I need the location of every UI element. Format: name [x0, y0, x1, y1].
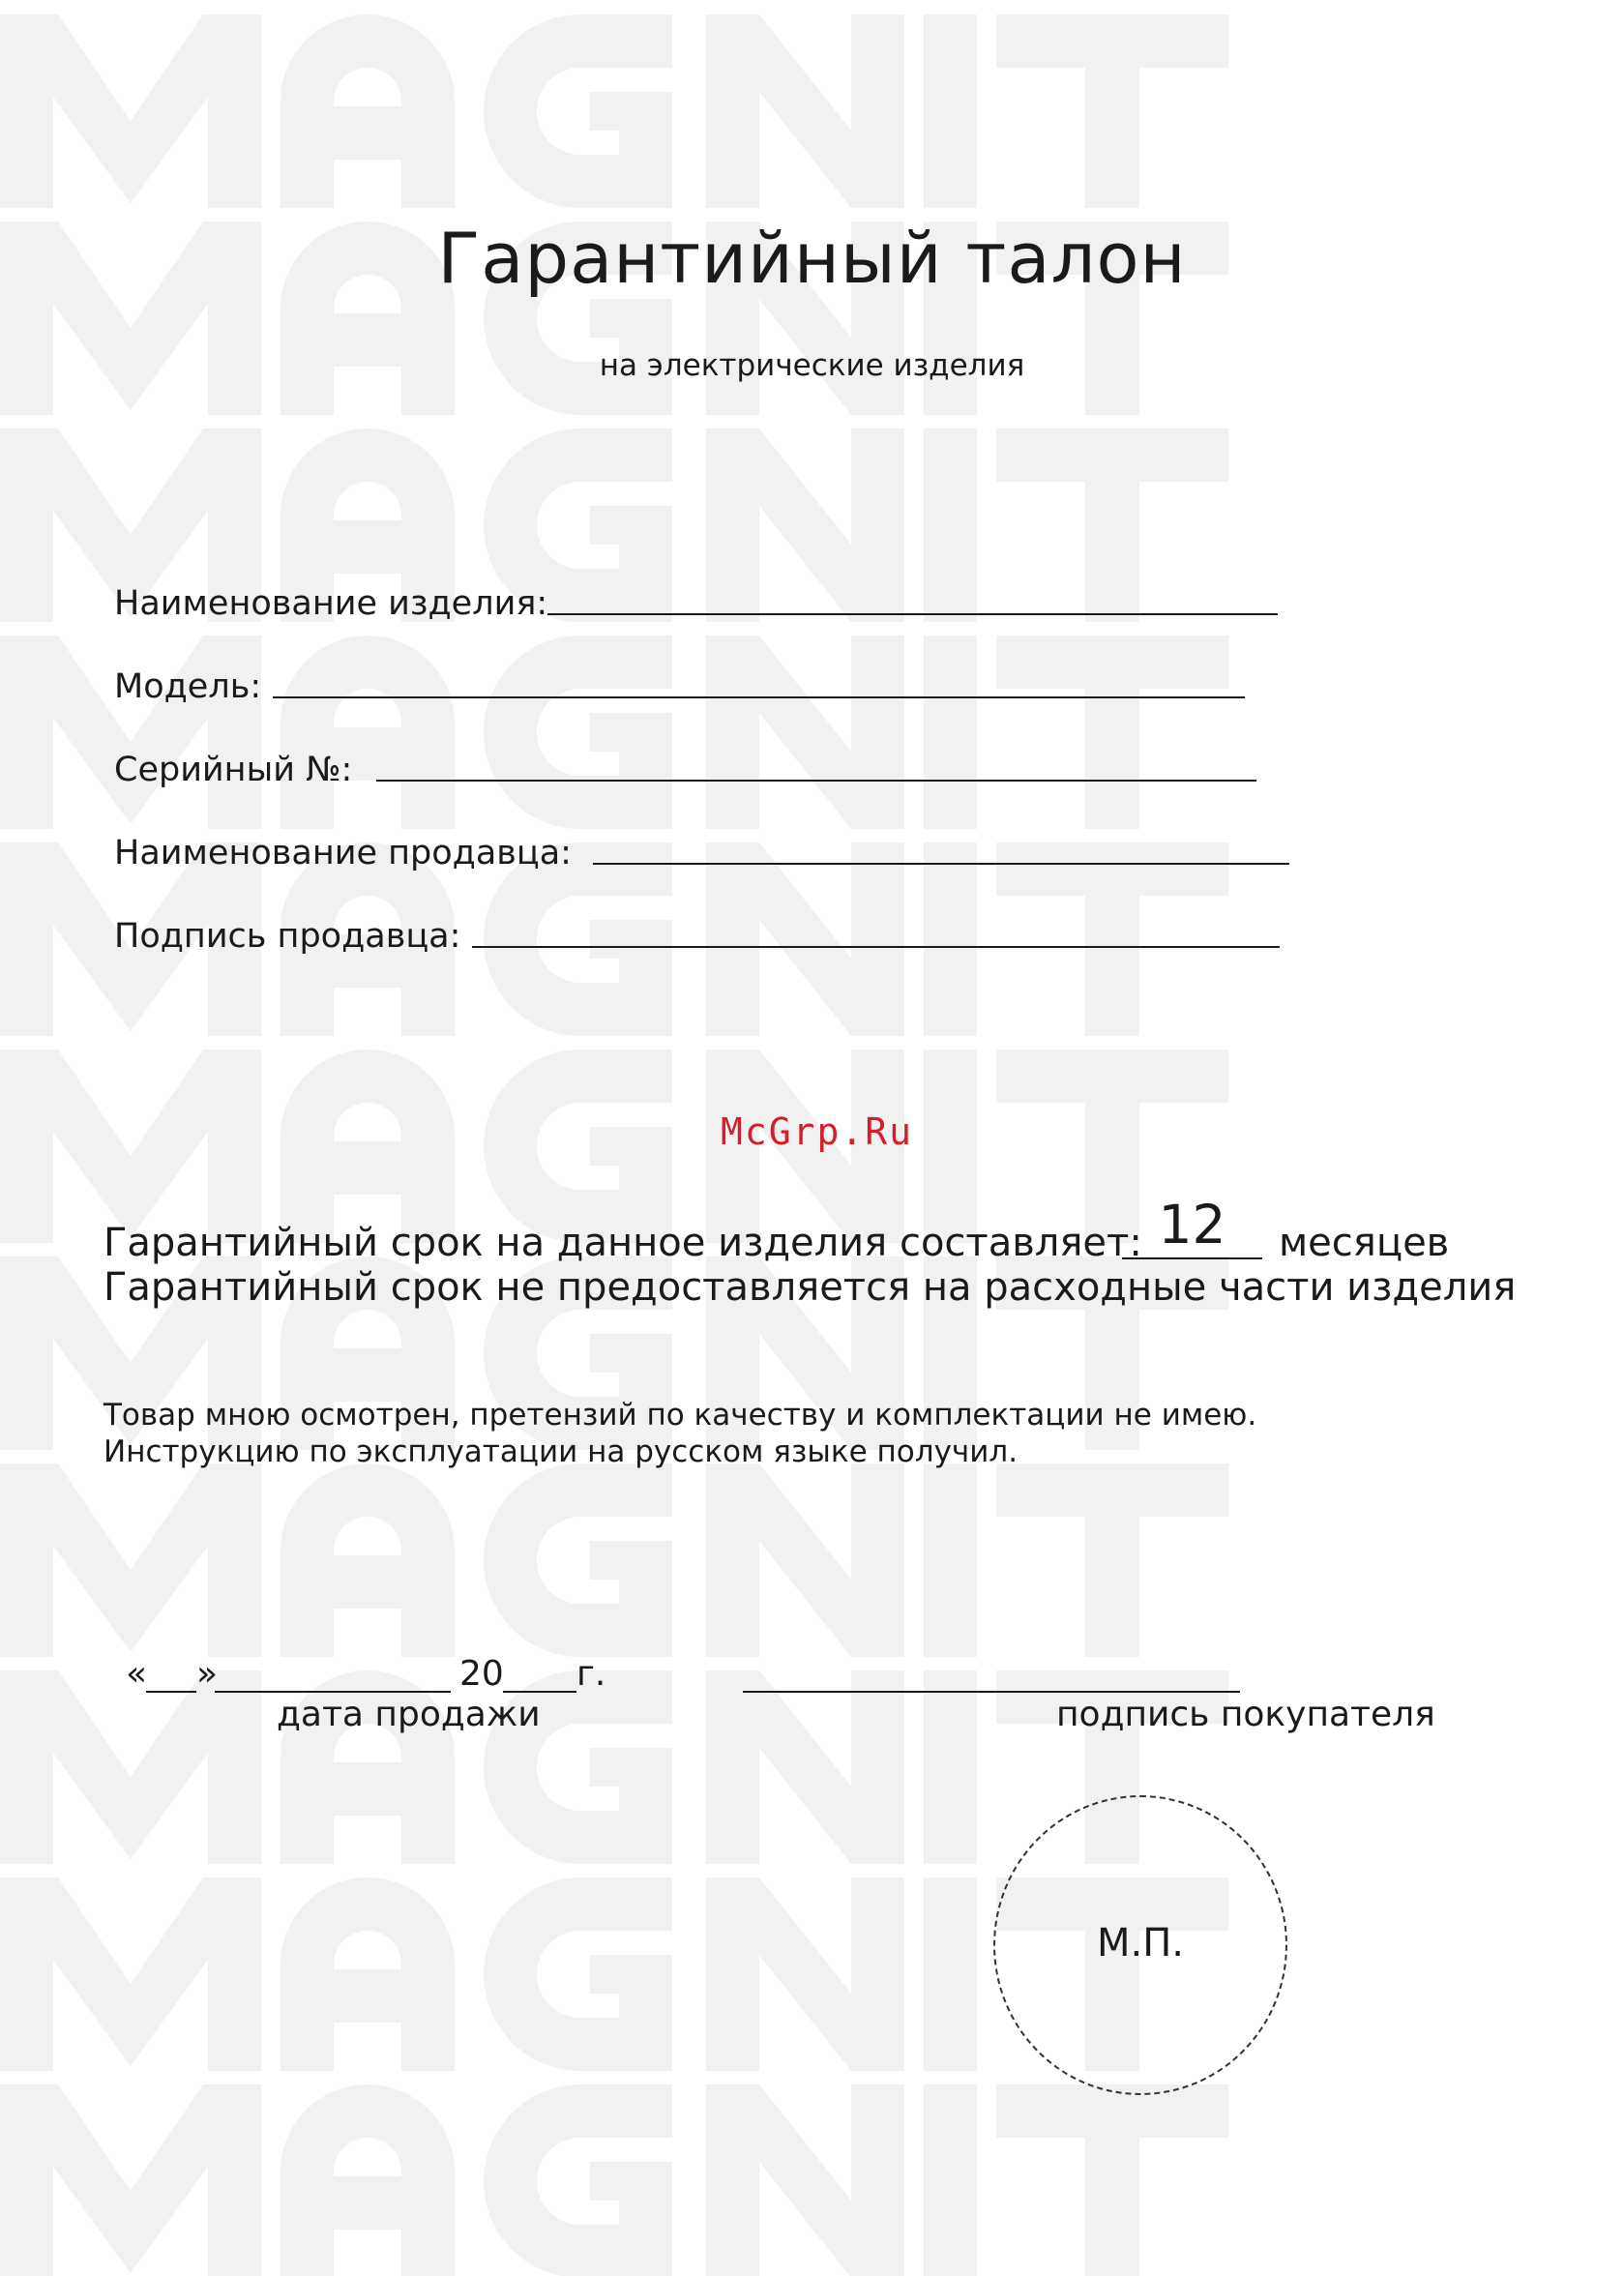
field-label: Подпись продавца: [114, 917, 461, 956]
site-label: McGrp.Ru [721, 1110, 914, 1153]
buyer-signature-line[interactable] [743, 1691, 1240, 1693]
year-prefix: 20 [459, 1654, 504, 1694]
close-quote: » [196, 1654, 219, 1694]
field-label: Серийный №: [114, 751, 353, 789]
year-suffix: г. [576, 1654, 606, 1694]
serial-line[interactable] [376, 779, 1256, 782]
day-line[interactable] [146, 1691, 196, 1693]
warranty-line-1: Гарантийный срок на данное изделия составляет: [103, 1221, 1142, 1265]
stamp-label: М.П. [1096, 1921, 1185, 1966]
seller-signature-line[interactable] [472, 945, 1280, 948]
buyer-signature-caption: подпись покупателя [1056, 1695, 1435, 1734]
field-product-name [114, 584, 1278, 623]
model-line[interactable] [273, 695, 1245, 698]
page-subtitle: на электрические изделия [599, 348, 1025, 383]
note-line-2: Инструкцию по эксплуатации на русском языке получил. [103, 1434, 1019, 1469]
field-label: Наименование изделия: [114, 584, 548, 623]
field-label: Модель: [114, 667, 262, 706]
warranty-months-value: 12 [1122, 1197, 1262, 1259]
year-line[interactable] [503, 1691, 576, 1693]
field-serial [114, 751, 1256, 789]
seller-name-line[interactable] [593, 862, 1289, 865]
open-quote: « [126, 1654, 148, 1694]
product-name-line[interactable] [547, 612, 1278, 615]
field-seller-name [114, 834, 1289, 872]
note-line-1: Товар мною осмотрен, претензий по качеству и комплектации не имею. [103, 1398, 1257, 1433]
month-line[interactable] [215, 1691, 451, 1693]
page-title: Гарантийный талон [437, 218, 1187, 299]
field-label: Наименование продавца: [114, 834, 572, 872]
warranty-months-unit: месяцев [1279, 1221, 1450, 1265]
warranty-line-2: Гарантийный срок не предоставляется на расходные части изделия [103, 1265, 1517, 1310]
field-model [114, 667, 1245, 706]
sale-date-caption: дата продажи [277, 1695, 541, 1734]
field-seller-signature [114, 917, 1280, 956]
